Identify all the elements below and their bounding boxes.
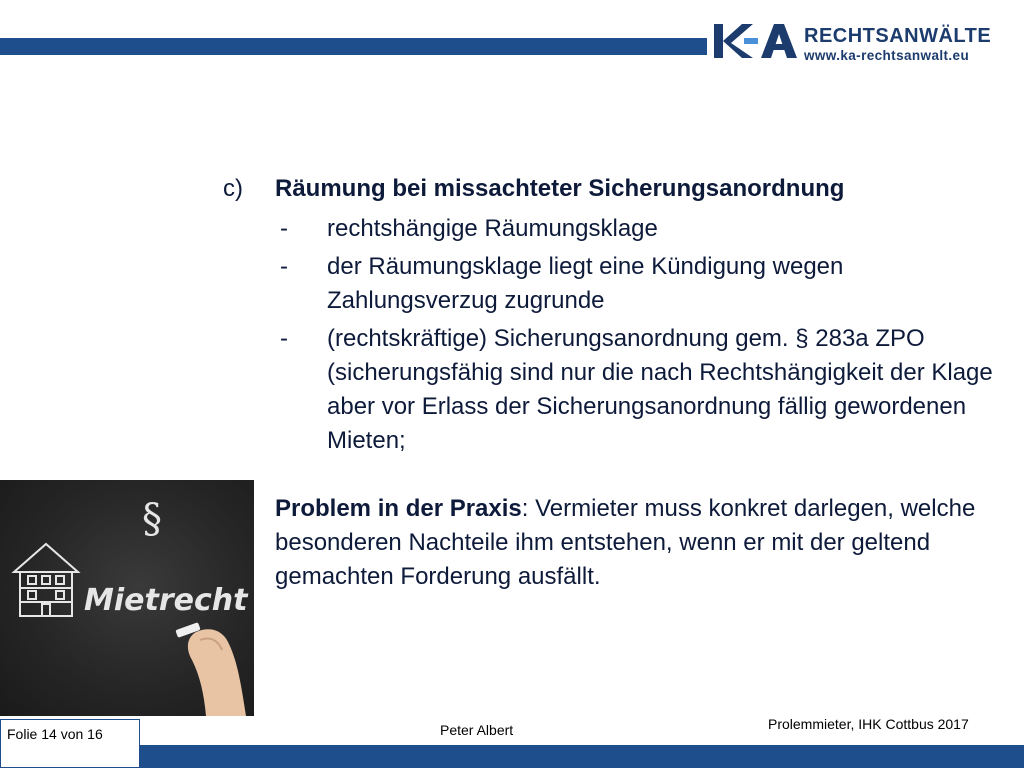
hand-with-chalk-icon [175,622,246,716]
logo-url[interactable]: www.ka-rechtsanwalt.eu [804,48,970,63]
chalk-word: Mietrecht [84,583,248,618]
bullet-item [223,322,1003,458]
slide-number-box [0,719,140,768]
bullet-item [223,212,1003,246]
section-heading [223,172,1003,208]
chalkboard-illustration [0,480,254,716]
logo-mark-icon [712,18,800,62]
mietrecht-chalkboard-image [0,480,254,716]
bullet-dash: - [280,215,288,242]
header-bar [0,38,707,55]
footer-author: Peter Albert [440,722,514,738]
bullet-text: der Räumungsklage liegt eine Kündigung wegen Zahlungsverzug zugrunde [327,253,844,314]
bullet-text: rechtshängige Räumungsklage [327,215,658,242]
slide-content [223,172,1003,594]
problem-text: : Vermieter muss konkret darlegen, welche besonderen Nachteile ihm entstehen, wenn er mit der geltend gemachten Forderung ausfällt. [275,495,976,590]
logo-name: RECHTSANWÄLTE [804,25,992,47]
section-marker: c) [223,175,243,202]
footer-bar [0,745,1024,768]
problem-paragraph [223,492,1003,594]
slide-number: Folie 14 von 16 [7,726,103,742]
footer-event: Prolemmieter, IHK Cottbus 2017 [768,716,969,732]
bullet-item [223,250,1003,318]
section-title: Räumung bei missachteter Sicherungsanordnung [275,175,845,202]
bullet-dash: - [280,253,288,280]
bullet-text: (rechtskräftige) Sicherungsanordnung gem. § 283a ZPO (sicherungsfähig sind nur die nach Rechtshängigkeit der Klage aber vor Erlass der Sicherungsanordnung fällig gewordenen Mieten; [327,325,993,454]
chalk-paragraph-symbol: § [142,496,162,542]
logo [712,18,1002,66]
problem-label: Problem in der Praxis [275,495,522,522]
bullet-dash: - [280,325,288,352]
chalk-house-icon [14,544,78,616]
